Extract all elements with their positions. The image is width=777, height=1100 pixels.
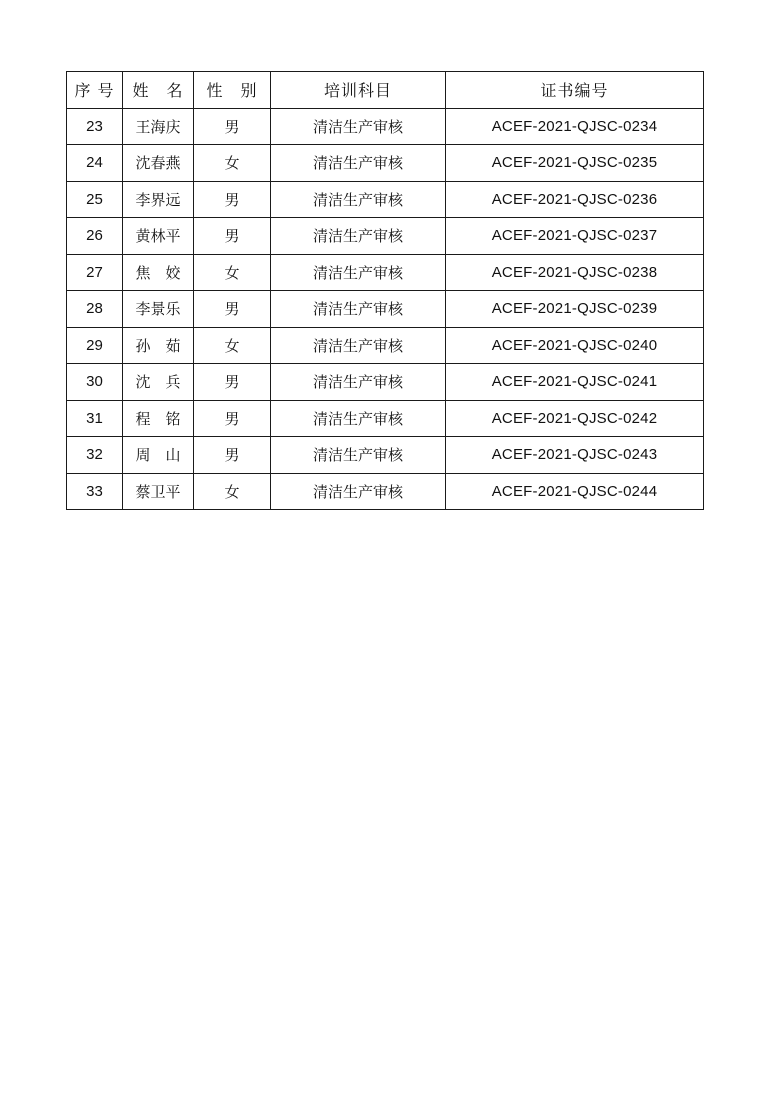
table-header [67,72,704,109]
cell-index: 23 [67,108,123,145]
cell-name: 周 山 [123,437,194,474]
cell-index: 30 [67,364,123,401]
cell-index: 32 [67,437,123,474]
cell-gender: 男 [194,437,271,474]
table-row [67,108,704,145]
cell-index: 25 [67,181,123,218]
header-subject: 培训科目 [271,72,446,109]
cell-certificate: ACEF-2021-QJSC-0244 [446,473,704,510]
cell-certificate: ACEF-2021-QJSC-0240 [446,327,704,364]
table-row [67,145,704,182]
cell-gender: 男 [194,291,271,328]
cell-certificate: ACEF-2021-QJSC-0236 [446,181,704,218]
table-row [67,473,704,510]
cell-index: 26 [67,218,123,255]
cell-gender: 女 [194,473,271,510]
table-row [67,254,704,291]
table-row [67,364,704,401]
cell-name: 李景乐 [123,291,194,328]
cell-gender: 女 [194,145,271,182]
cell-name: 程 铭 [123,400,194,437]
cell-index: 27 [67,254,123,291]
header-certificate: 证书编号 [446,72,704,109]
cell-name: 王海庆 [123,108,194,145]
cell-index: 24 [67,145,123,182]
table-row [67,400,704,437]
cell-subject: 清洁生产审核 [271,291,446,328]
cell-subject: 清洁生产审核 [271,145,446,182]
cell-certificate: ACEF-2021-QJSC-0239 [446,291,704,328]
cell-subject: 清洁生产审核 [271,108,446,145]
cell-name: 孙 茹 [123,327,194,364]
cell-certificate: ACEF-2021-QJSC-0242 [446,400,704,437]
cell-subject: 清洁生产审核 [271,254,446,291]
certificate-table [66,71,704,510]
table-row [67,181,704,218]
cell-name: 蔡卫平 [123,473,194,510]
cell-name: 焦 姣 [123,254,194,291]
table-row [67,218,704,255]
header-index: 序 号 [67,72,123,109]
cell-gender: 女 [194,327,271,364]
table-row [67,437,704,474]
cell-certificate: ACEF-2021-QJSC-0243 [446,437,704,474]
cell-index: 29 [67,327,123,364]
cell-certificate: ACEF-2021-QJSC-0234 [446,108,704,145]
header-name: 姓 名 [123,72,194,109]
cell-gender: 女 [194,254,271,291]
cell-subject: 清洁生产审核 [271,181,446,218]
cell-subject: 清洁生产审核 [271,327,446,364]
cell-gender: 男 [194,364,271,401]
cell-name: 李界远 [123,181,194,218]
cell-certificate: ACEF-2021-QJSC-0237 [446,218,704,255]
cell-certificate: ACEF-2021-QJSC-0241 [446,364,704,401]
cell-certificate: ACEF-2021-QJSC-0238 [446,254,704,291]
cell-index: 33 [67,473,123,510]
cell-index: 31 [67,400,123,437]
table-row [67,291,704,328]
table-body [67,108,704,510]
cell-subject: 清洁生产审核 [271,437,446,474]
cell-subject: 清洁生产审核 [271,473,446,510]
cell-certificate: ACEF-2021-QJSC-0235 [446,145,704,182]
cell-gender: 男 [194,181,271,218]
cell-subject: 清洁生产审核 [271,218,446,255]
cell-subject: 清洁生产审核 [271,400,446,437]
cell-gender: 男 [194,400,271,437]
cell-subject: 清洁生产审核 [271,364,446,401]
header-row [67,72,704,109]
cell-name: 沈春燕 [123,145,194,182]
table-row [67,327,704,364]
cell-name: 沈 兵 [123,364,194,401]
cell-index: 28 [67,291,123,328]
header-gender: 性 别 [194,72,271,109]
cell-gender: 男 [194,218,271,255]
cell-name: 黄林平 [123,218,194,255]
cell-gender: 男 [194,108,271,145]
